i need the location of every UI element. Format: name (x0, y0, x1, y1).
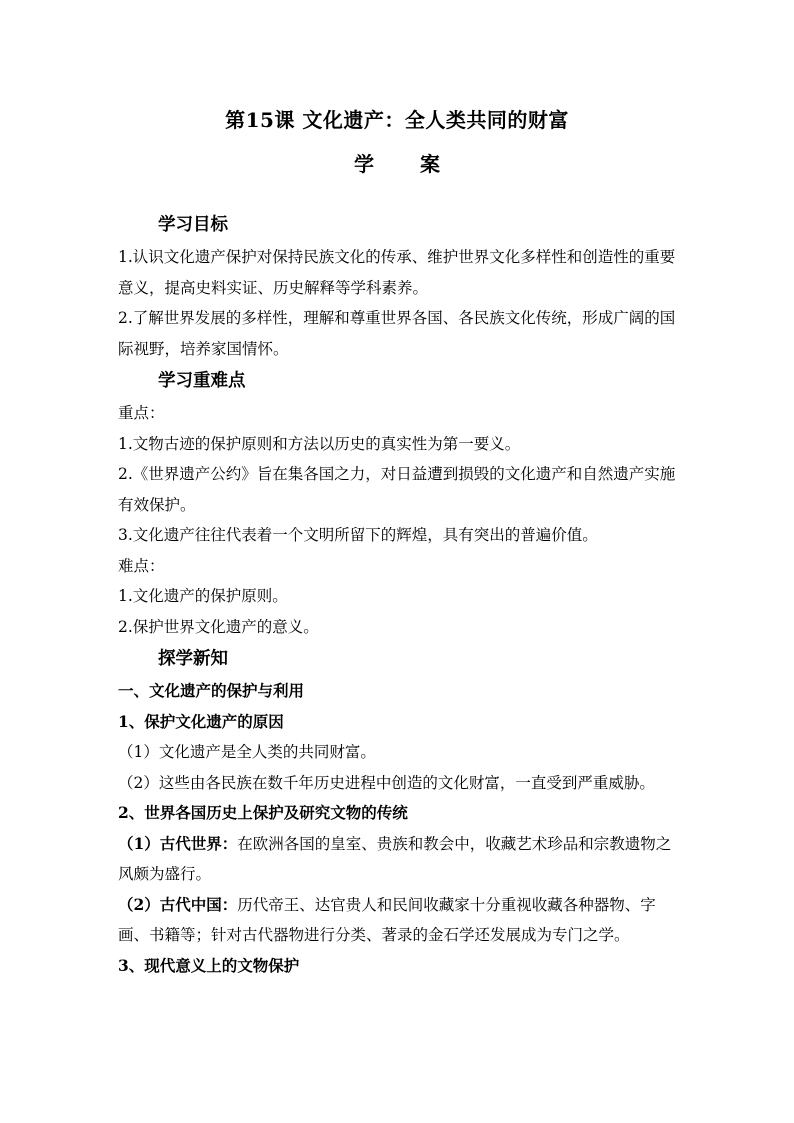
focus-item: 1.文物古迹的保护原则和方法以历史的真实性为第一要义。 (118, 434, 521, 453)
reason-item: （1）文化遗产是全人类的共同财富。 (118, 743, 376, 761)
page-subtitle (0, 148, 794, 177)
tradition-label: （2）古代中国： (118, 894, 238, 914)
difficulty-item: 2.保护世界文化遗产的意义。 (118, 617, 319, 636)
tradition-label: （1）古代世界： (118, 833, 238, 853)
subsection-title: 2、世界各国历史上保护及研究文物的传统 (118, 803, 408, 822)
focus-item: 3.文化遗产往往代表着一个文明所留下的辉煌，具有突出的普遍价值。 (118, 526, 598, 544)
reason-item: （2）这些由各民族在数千年历史进程中创造的文化财富，一直受到严重威胁。 (118, 773, 655, 792)
part-title: 一、文化遗产的保护与利用 (118, 681, 305, 700)
page-title: 第15课 文化遗产：全人类共同的财富 (225, 108, 569, 132)
tradition-item (118, 829, 678, 890)
difficulty-item: 1.文化遗产的保护原则。 (118, 587, 288, 605)
difficulty-label: 难点： (118, 556, 165, 575)
subsection-title: 1、保护文化遗产的原因 (118, 711, 284, 731)
focus-label: 重点： (118, 404, 165, 422)
tradition-item (118, 890, 678, 951)
section-heading-key-points: 学习重难点 (158, 371, 246, 391)
section-heading-objectives: 学习目标 (158, 215, 228, 235)
objective-item: 1.认识文化遗产保护对保持民族文化的传承、维护世界文化多样性和创造性的重要意义，提高史料实证、历史解释等学科素养。 (118, 248, 676, 297)
objective-item: 2.了解世界发展的多样性，理解和尊重世界各国、各民族文化传统，形成广阔的国际视野，培养家国情怀。 (118, 309, 676, 358)
document-body (118, 208, 678, 981)
subtitle-char-1: 学 (354, 152, 374, 176)
section-heading-new-knowledge: 探学新知 (158, 649, 228, 669)
subtitle-char-2: 案 (420, 152, 440, 176)
tradition-text: 在欧洲各国的皇室、贵族和教会中，收藏艺术珍品和宗教遗物之风颇为盛行。 (118, 834, 672, 883)
focus-item: 2.《世界遗产公约》旨在集各国之力，对日益遭到损毁的文化遗产和自然遗产实施有效保护。 (118, 465, 676, 514)
subsection-title: 3、现代意义上的文物保护 (118, 955, 300, 975)
tradition-text: 历代帝王、达官贵人和民间收藏家十分重视收藏各种器物、字画、书籍等；针对古代器物进行分类、著录的金石学还发展成为专门之学。 (118, 895, 656, 944)
